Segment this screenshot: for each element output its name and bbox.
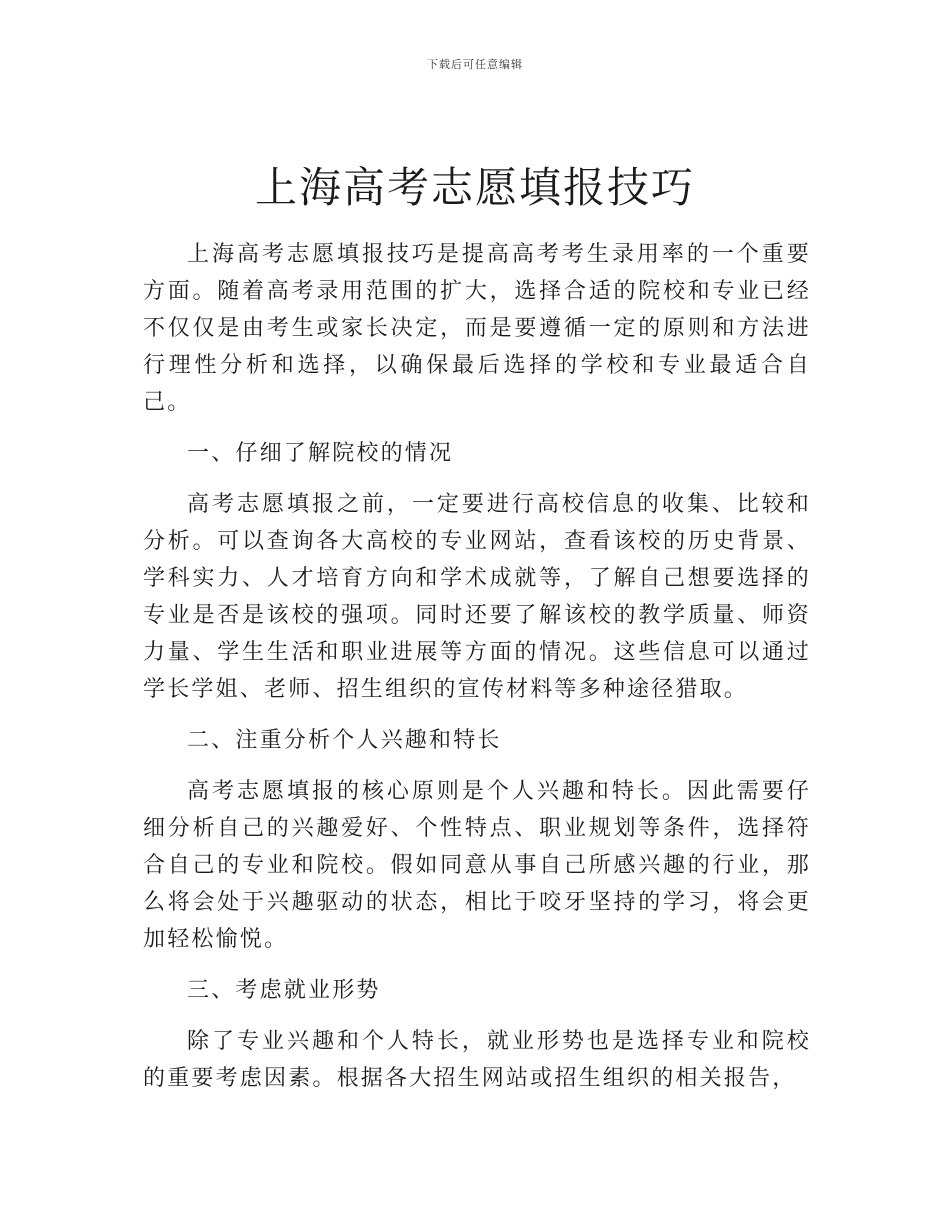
section-heading-2: 二、注重分析个人兴趣和特长 <box>187 728 502 753</box>
section-paragraph-2: 高考志愿填报的核心原则是个人兴趣和特长。因此需要仔细分析自己的兴趣爱好、个性特点、职业规划等条件，选择符合自己的专业和院校。假如同意从事自己所感兴趣的行业，那么将会处于兴趣驱动的状态，相比于咬牙坚持的学习，将会更加轻松愉悦。 <box>143 779 811 952</box>
intro-paragraph: 上海高考志愿填报技巧是提高高考考生录用率的一个重要方面。随着高考录用范围的扩大，选择合适的院校和专业已经不仅仅是由考生或家长决定，而是要遵循一定的原则和方法进行理性分析和选择，以确保最后选择的学校和专业最适合自己。 <box>143 242 811 415</box>
section-heading-3: 三、考虑就业形势 <box>187 978 381 1003</box>
document-title: 上海高考志愿填报技巧 <box>254 163 695 212</box>
document-body <box>143 236 811 1097</box>
header-note: 下载后可任意编辑 <box>427 58 523 71</box>
section-heading-1: 一、仔细了解院校的情况 <box>187 441 454 466</box>
section-paragraph-1: 高考志愿填报之前，一定要进行高校信息的收集、比较和分析。可以查询各大高校的专业网站，查看该校的历史背景、学科实力、人才培育方向和学术成就等，了解自己想要选择的专业是否是该校的强项。同时还要了解该校的教学质量、师资力量、学生生活和职业进展等方面的情况。这些信息可以通过学长学姐、老师、招生组织的宣传材料等多种途径猎取。 <box>143 492 811 702</box>
section-paragraph-3: 除了专业兴趣和个人特长，就业形势也是选择专业和院校的重要考虑因素。根据各大招生网站或招生组织的相关报告， <box>143 1029 811 1091</box>
